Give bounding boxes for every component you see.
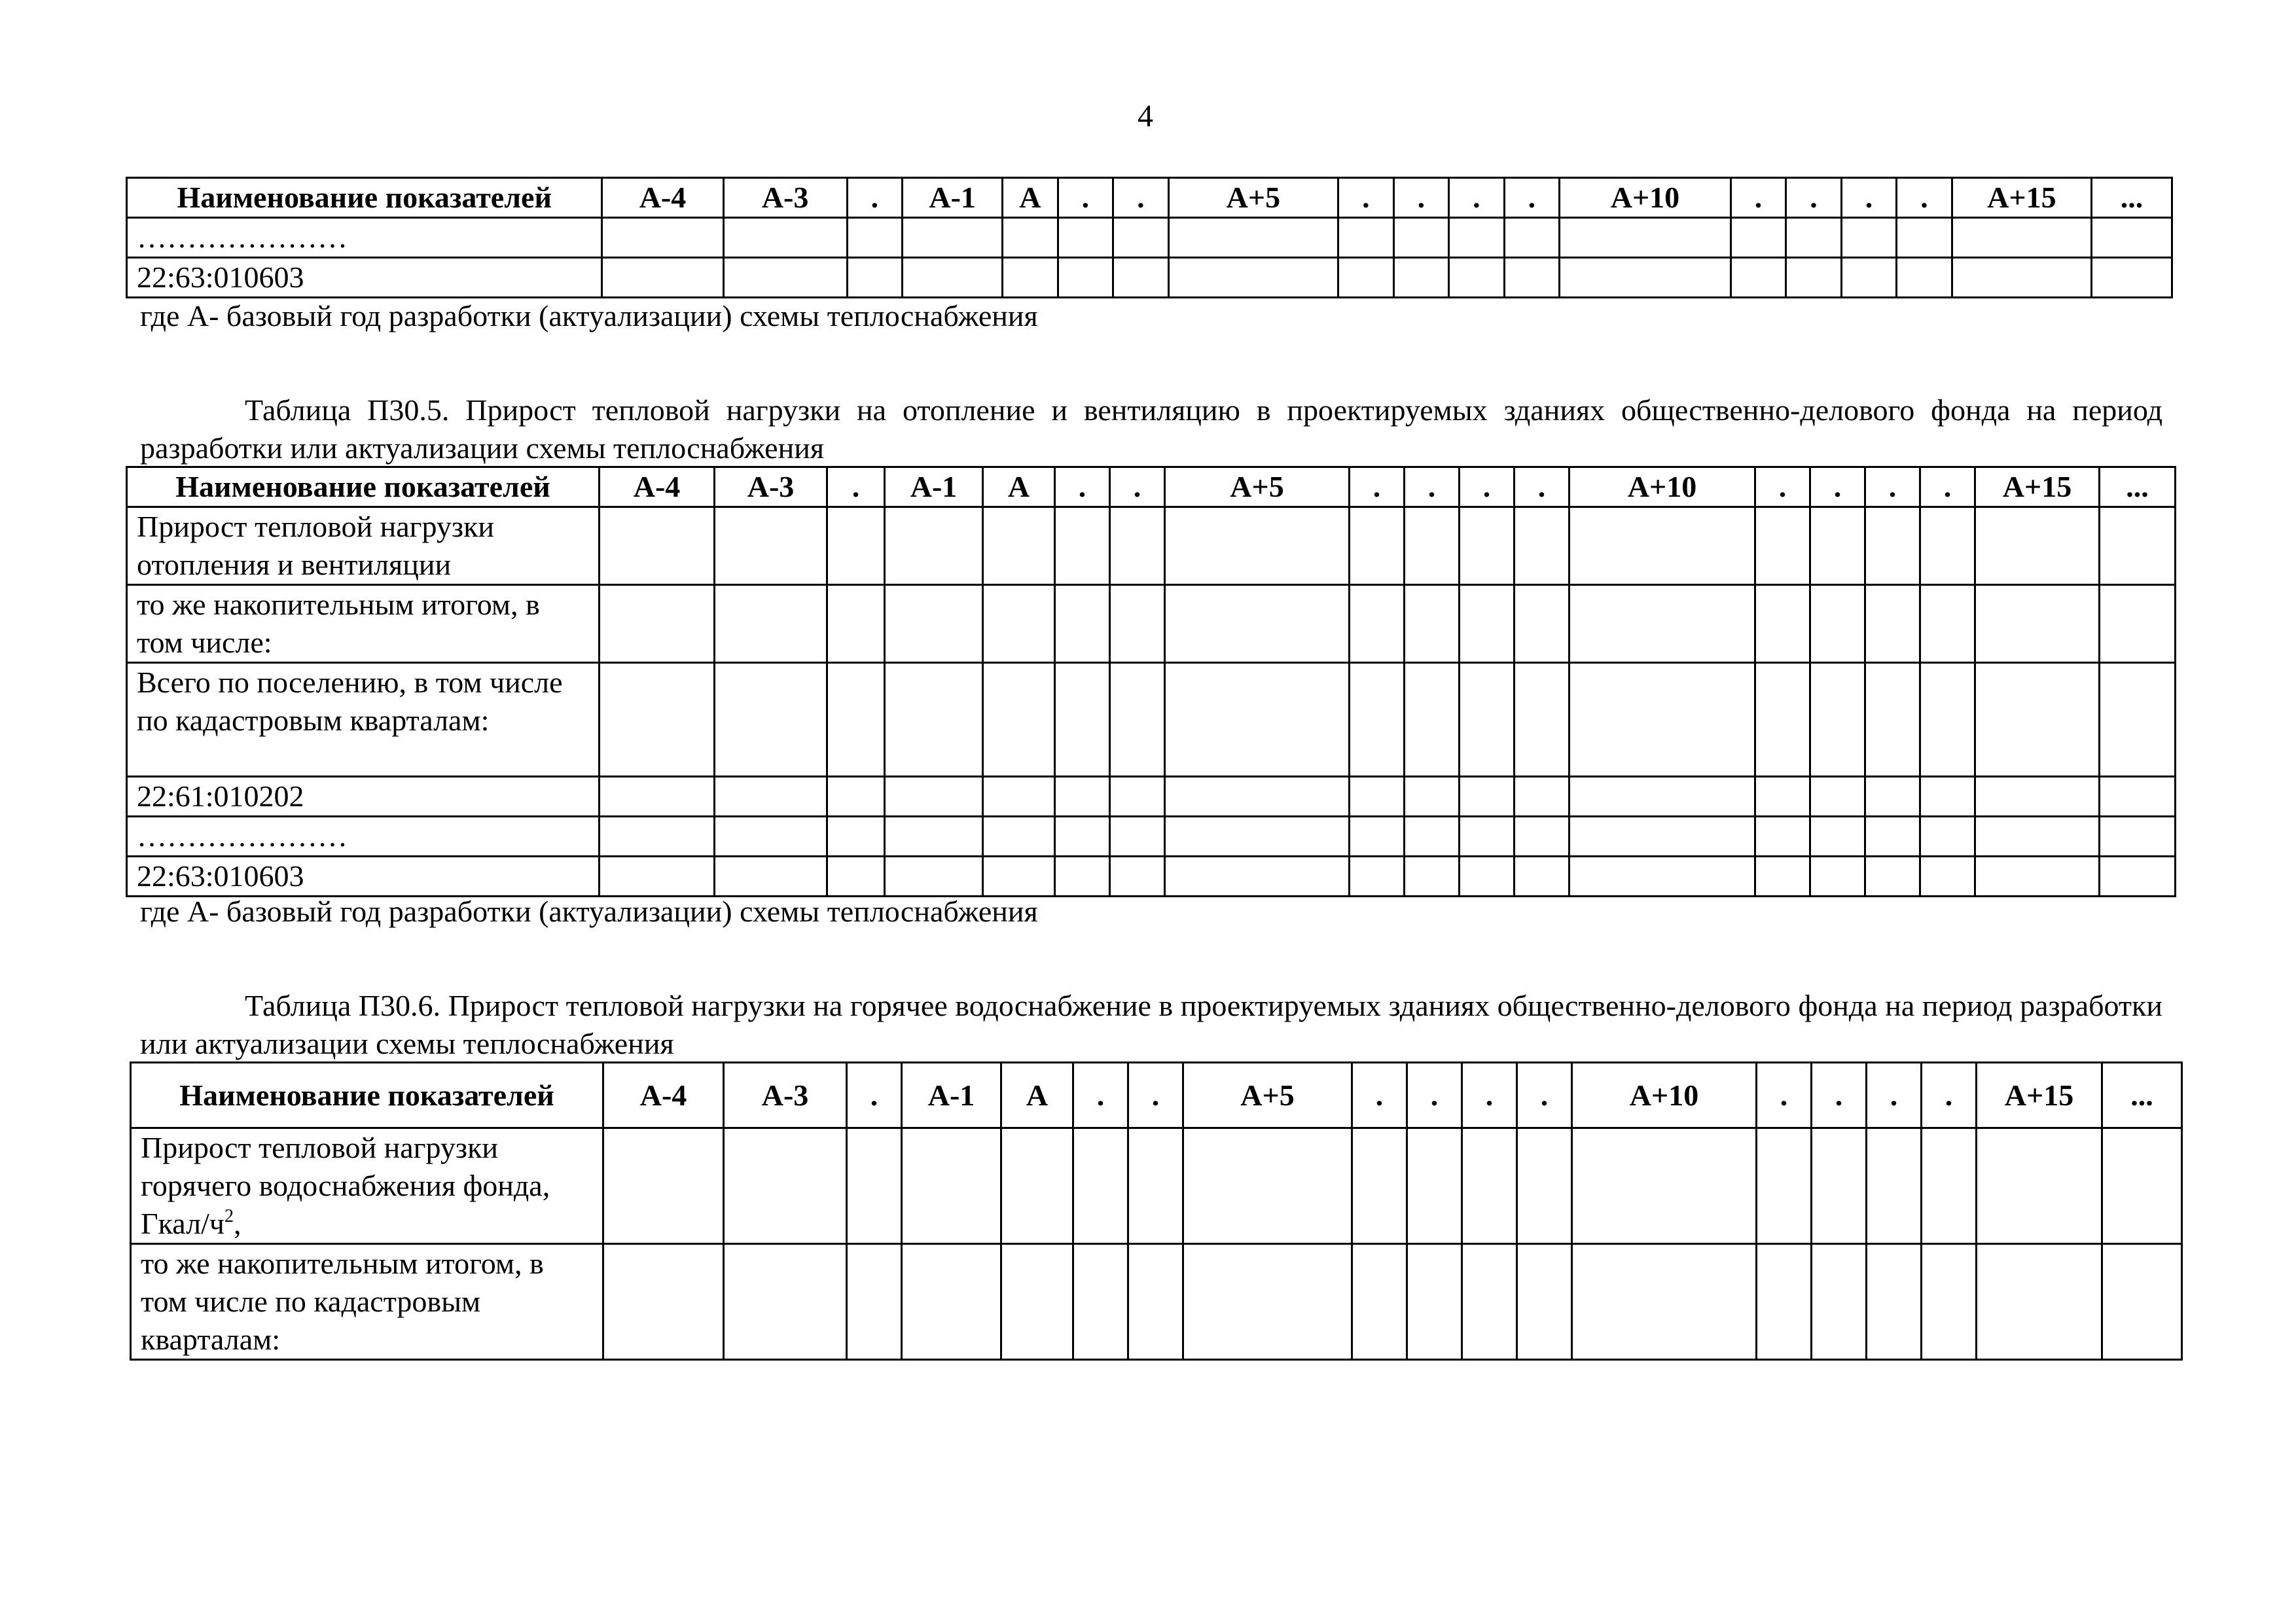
value-cell <box>1952 258 2091 298</box>
table-row <box>127 507 2176 585</box>
value-cell <box>1460 663 1515 777</box>
value-cell <box>885 585 983 663</box>
value-cell <box>1920 663 1975 777</box>
value-cell <box>885 817 983 857</box>
page-number: 4 <box>1138 99 1153 134</box>
value-cell <box>1812 1244 1867 1360</box>
value-cell <box>1975 777 2100 817</box>
value-cell <box>1460 857 1515 897</box>
row-label: Прирост тепловой нагрузки горячего водоснабжения фонда, Гкал/$ч^2$, <box>131 1128 603 1244</box>
header-year-col: . <box>1338 178 1394 218</box>
value-cell <box>1352 1244 1407 1360</box>
header-year-col: . <box>1407 1063 1462 1128</box>
value-cell <box>983 585 1055 663</box>
value-cell <box>1897 218 1952 258</box>
table-row <box>127 857 2176 897</box>
value-cell <box>1055 507 1110 585</box>
header-year-col: . <box>1810 467 1865 507</box>
row-label: Прирост тепловой нагрузки отопления и вентиляции <box>127 507 600 585</box>
header-year-col: . <box>1449 178 1505 218</box>
header-year-col: А+5 <box>1165 467 1350 507</box>
value-cell <box>2092 218 2172 258</box>
header-year-col: А+15 <box>1975 467 2100 507</box>
row-label: 22:61:010202 <box>127 777 600 817</box>
value-cell <box>1865 585 1920 663</box>
header-year-col: . <box>1128 1063 1183 1128</box>
value-cell <box>1352 1128 1407 1244</box>
header-year-col: ... <box>2092 178 2172 218</box>
value-cell <box>1504 258 1560 298</box>
table-header-row <box>127 467 2176 507</box>
value-cell <box>1462 1244 1517 1360</box>
value-cell <box>602 218 723 258</box>
value-cell <box>1755 777 1810 817</box>
header-year-col: . <box>1350 467 1405 507</box>
header-year-col: . <box>1405 467 1460 507</box>
value-cell <box>1865 857 1920 897</box>
value-cell <box>1462 1128 1517 1244</box>
header-year-col: . <box>1393 178 1449 218</box>
value-cell <box>1110 857 1165 897</box>
value-cell <box>1504 218 1560 258</box>
value-cell <box>1183 1244 1352 1360</box>
value-cell <box>1570 817 1755 857</box>
value-cell <box>1786 258 1842 298</box>
header-year-col: . <box>1113 178 1169 218</box>
table-p30-6 <box>130 1061 2183 1361</box>
value-cell <box>1810 777 1865 817</box>
value-cell <box>600 857 715 897</box>
value-cell <box>827 585 885 663</box>
value-cell <box>1841 258 1897 298</box>
value-cell <box>1515 777 1570 817</box>
value-cell <box>1110 663 1165 777</box>
header-year-col: . <box>1755 467 1810 507</box>
value-cell <box>1165 585 1350 663</box>
header-year-col: А-3 <box>715 467 827 507</box>
value-cell <box>827 507 885 585</box>
value-cell <box>1515 585 1570 663</box>
header-year-col: . <box>1865 467 1920 507</box>
header-year-col: . <box>1920 467 1975 507</box>
header-year-col: А+5 <box>1168 178 1338 218</box>
value-cell <box>1449 218 1505 258</box>
value-cell <box>1393 258 1449 298</box>
value-cell <box>885 663 983 777</box>
value-cell <box>1755 663 1810 777</box>
value-cell <box>600 585 715 663</box>
header-year-col: А+15 <box>1977 1063 2102 1128</box>
value-cell <box>1757 1128 1812 1244</box>
header-year-col: А-3 <box>724 1063 847 1128</box>
header-year-col: . <box>1897 178 1952 218</box>
value-cell <box>1920 857 1975 897</box>
value-cell <box>1407 1244 1462 1360</box>
table-row <box>127 663 2176 777</box>
header-year-col: ... <box>2100 467 2176 507</box>
header-year-col: . <box>1462 1063 1517 1128</box>
value-cell <box>1920 507 1975 585</box>
header-year-col: . <box>1812 1063 1867 1128</box>
header-indicator-name: Наименование показателей <box>127 467 600 507</box>
table-header-row <box>131 1063 2182 1128</box>
value-cell <box>1975 857 2100 897</box>
header-year-col: А+10 <box>1570 467 1755 507</box>
table-header-row <box>127 178 2172 218</box>
value-cell <box>1168 258 1338 298</box>
row-label: 22:63:010603 <box>127 857 600 897</box>
value-cell <box>847 1244 902 1360</box>
header-year-col: . <box>1073 1063 1128 1128</box>
value-cell <box>1113 258 1169 298</box>
value-cell <box>1952 218 2091 258</box>
table-row <box>127 817 2176 857</box>
value-cell <box>1405 817 1460 857</box>
value-cell <box>1460 817 1515 857</box>
value-cell <box>1165 507 1350 585</box>
value-cell <box>715 817 827 857</box>
value-cell <box>902 1128 1001 1244</box>
header-year-col: . <box>1517 1063 1572 1128</box>
value-cell <box>1350 817 1405 857</box>
value-cell <box>2100 585 2176 663</box>
value-cell <box>1110 777 1165 817</box>
table-row <box>127 777 2176 817</box>
table-row <box>127 585 2176 663</box>
value-cell <box>1460 777 1515 817</box>
header-year-col: . <box>1867 1063 1922 1128</box>
value-cell <box>1731 258 1786 298</box>
value-cell <box>603 1244 724 1360</box>
value-cell <box>1517 1244 1572 1360</box>
header-year-col: . <box>1731 178 1786 218</box>
value-cell <box>1975 507 2100 585</box>
value-cell <box>1168 218 1338 258</box>
value-cell <box>1073 1128 1128 1244</box>
value-cell <box>1867 1128 1922 1244</box>
table-row <box>131 1244 2182 1360</box>
value-cell <box>2102 1128 2182 1244</box>
value-cell <box>903 218 1003 258</box>
value-cell <box>885 507 983 585</box>
header-year-col: А <box>1001 1063 1073 1128</box>
value-cell <box>1867 1244 1922 1360</box>
footnote: где А- базовый год разработки (актуализации) схемы теплоснабжения <box>140 895 1038 928</box>
value-cell <box>1572 1244 1757 1360</box>
value-cell <box>983 663 1055 777</box>
header-year-col: . <box>827 467 885 507</box>
value-cell <box>1920 777 1975 817</box>
value-cell <box>847 258 903 298</box>
value-cell <box>1350 663 1405 777</box>
value-cell <box>2100 507 2176 585</box>
header-year-col: А <box>983 467 1055 507</box>
value-cell <box>1810 817 1865 857</box>
value-cell <box>1755 857 1810 897</box>
value-cell <box>1055 663 1110 777</box>
row-label: Всего по поселению, в том числе по кадастровым кварталам: <box>127 663 600 777</box>
value-cell <box>902 1244 1001 1360</box>
value-cell <box>2100 817 2176 857</box>
value-cell <box>1405 507 1460 585</box>
value-cell <box>1810 663 1865 777</box>
value-cell <box>600 507 715 585</box>
value-cell <box>1165 817 1350 857</box>
value-cell <box>827 817 885 857</box>
value-cell <box>1460 585 1515 663</box>
value-cell <box>1865 507 1920 585</box>
value-cell <box>1449 258 1505 298</box>
value-cell <box>827 777 885 817</box>
row-label: ………………… <box>127 817 600 857</box>
value-cell <box>1058 258 1113 298</box>
table-p30-5 <box>126 466 2176 897</box>
header-year-col: . <box>1786 178 1842 218</box>
table-caption: Таблица П30.5. Прирост тепловой нагрузки на отопление и вентиляцию в проектируемых зданиях общественно-делового фонда на период разработки или актуализации схемы теплоснабжения <box>140 393 2162 465</box>
value-cell <box>1515 663 1570 777</box>
value-cell <box>715 857 827 897</box>
value-cell <box>2092 258 2172 298</box>
value-cell <box>1786 218 1842 258</box>
value-cell <box>1572 1128 1757 1244</box>
header-year-col: А-4 <box>602 178 723 218</box>
table-continuation <box>126 177 2173 298</box>
value-cell <box>1338 258 1394 298</box>
value-cell <box>1055 585 1110 663</box>
value-cell <box>903 258 1003 298</box>
header-year-col: А-1 <box>903 178 1003 218</box>
value-cell <box>1110 585 1165 663</box>
value-cell <box>1460 507 1515 585</box>
value-cell <box>723 258 847 298</box>
value-cell <box>1055 777 1110 817</box>
value-cell <box>1165 663 1350 777</box>
value-cell <box>1570 663 1755 777</box>
value-cell <box>1560 258 1731 298</box>
superscript: 2 <box>224 1206 234 1226</box>
header-year-col: . <box>1460 467 1515 507</box>
value-cell <box>1897 258 1952 298</box>
value-cell <box>1812 1128 1867 1244</box>
value-cell <box>1003 218 1058 258</box>
value-cell <box>885 777 983 817</box>
header-year-col: А <box>1003 178 1058 218</box>
header-year-col: . <box>1757 1063 1812 1128</box>
header-year-col: А-4 <box>603 1063 724 1128</box>
value-cell <box>1165 857 1350 897</box>
value-cell <box>1405 857 1460 897</box>
value-cell <box>1001 1244 1073 1360</box>
value-cell <box>1517 1128 1572 1244</box>
value-cell <box>1338 218 1394 258</box>
value-cell <box>1922 1128 1977 1244</box>
row-label: то же накопительным итогом, в том числе: <box>127 585 600 663</box>
table-caption: Таблица П30.6. Прирост тепловой нагрузки на горячее водоснабжение в проектируемых зданиях общественно-делового фонда на период разработки или актуализации схемы теплоснабжения <box>140 989 2162 1060</box>
value-cell <box>1110 507 1165 585</box>
value-cell <box>1570 507 1755 585</box>
value-cell <box>1405 663 1460 777</box>
header-year-col: . <box>1055 467 1110 507</box>
header-indicator-name: Наименование показателей <box>127 178 602 218</box>
table-row <box>131 1128 2182 1244</box>
header-year-col: . <box>1352 1063 1407 1128</box>
header-year-col: . <box>1504 178 1560 218</box>
value-cell <box>1570 777 1755 817</box>
value-cell <box>847 1128 902 1244</box>
value-cell <box>1350 857 1405 897</box>
value-cell <box>600 663 715 777</box>
value-cell <box>1920 585 1975 663</box>
value-cell <box>1073 1244 1128 1360</box>
value-cell <box>2100 857 2176 897</box>
value-cell <box>847 218 903 258</box>
value-cell <box>2102 1244 2182 1360</box>
value-cell <box>1515 857 1570 897</box>
row-label: 22:63:010603 <box>127 258 602 298</box>
value-cell <box>983 507 1055 585</box>
value-cell <box>1128 1128 1183 1244</box>
value-cell <box>1058 218 1113 258</box>
value-cell <box>1350 507 1405 585</box>
value-cell <box>1055 857 1110 897</box>
value-cell <box>1810 507 1865 585</box>
header-year-col: А-1 <box>902 1063 1001 1128</box>
value-cell <box>1920 817 1975 857</box>
value-cell <box>1113 218 1169 258</box>
value-cell <box>1055 817 1110 857</box>
value-cell <box>1570 585 1755 663</box>
value-cell <box>1977 1128 2102 1244</box>
value-cell <box>885 857 983 897</box>
value-cell <box>2100 663 2176 777</box>
header-year-col: . <box>1058 178 1113 218</box>
value-cell <box>724 1128 847 1244</box>
value-cell <box>1922 1244 1977 1360</box>
value-cell <box>1003 258 1058 298</box>
value-cell <box>1865 817 1920 857</box>
header-year-col: ... <box>2102 1063 2182 1128</box>
table-row <box>127 258 2172 298</box>
value-cell <box>602 258 723 298</box>
value-cell <box>1560 218 1731 258</box>
value-cell <box>1405 777 1460 817</box>
value-cell <box>1731 218 1786 258</box>
table-row <box>127 218 2172 258</box>
value-cell <box>1755 585 1810 663</box>
value-cell <box>603 1128 724 1244</box>
value-cell <box>1165 777 1350 817</box>
value-cell <box>1001 1128 1073 1244</box>
value-cell <box>1515 817 1570 857</box>
value-cell <box>1350 585 1405 663</box>
header-year-col: А-3 <box>723 178 847 218</box>
value-cell <box>715 507 827 585</box>
value-cell <box>1975 817 2100 857</box>
value-cell <box>1865 777 1920 817</box>
value-cell <box>827 663 885 777</box>
value-cell <box>1128 1244 1183 1360</box>
header-year-col: А-1 <box>885 467 983 507</box>
header-year-col: А-4 <box>600 467 715 507</box>
value-cell <box>1975 663 2100 777</box>
header-year-col: А+5 <box>1183 1063 1352 1128</box>
value-cell <box>715 663 827 777</box>
value-cell <box>1810 857 1865 897</box>
value-cell <box>1977 1244 2102 1360</box>
header-year-col: А+10 <box>1572 1063 1757 1128</box>
value-cell <box>1407 1128 1462 1244</box>
value-cell <box>723 218 847 258</box>
header-year-col: . <box>847 1063 902 1128</box>
value-cell <box>1183 1128 1352 1244</box>
value-cell <box>2100 777 2176 817</box>
value-cell <box>1570 857 1755 897</box>
value-cell <box>1841 218 1897 258</box>
value-cell <box>1393 218 1449 258</box>
value-cell <box>983 817 1055 857</box>
value-cell <box>724 1244 847 1360</box>
value-cell <box>1757 1244 1812 1360</box>
header-year-col: . <box>1515 467 1570 507</box>
value-cell <box>715 777 827 817</box>
value-cell <box>600 817 715 857</box>
header-year-col: А+10 <box>1560 178 1731 218</box>
value-cell <box>983 777 1055 817</box>
value-cell <box>600 777 715 817</box>
header-indicator-name: Наименование показателей <box>131 1063 603 1128</box>
row-label: ………………… <box>127 218 602 258</box>
header-year-col: А+15 <box>1952 178 2091 218</box>
value-cell <box>1755 817 1810 857</box>
footnote: где А- базовый год разработки (актуализации) схемы теплоснабжения <box>140 299 1038 332</box>
value-cell <box>1975 585 2100 663</box>
header-year-col: . <box>1841 178 1897 218</box>
value-cell <box>827 857 885 897</box>
value-cell <box>1515 507 1570 585</box>
header-year-col: . <box>847 178 903 218</box>
row-label: то же накопительным итогом, в том числе по кадастровым кварталам: <box>131 1244 603 1360</box>
header-year-col: . <box>1110 467 1165 507</box>
value-cell <box>1350 777 1405 817</box>
value-cell <box>983 857 1055 897</box>
value-cell <box>715 585 827 663</box>
header-year-col: . <box>1922 1063 1977 1128</box>
value-cell <box>1865 663 1920 777</box>
value-cell <box>1755 507 1810 585</box>
value-cell <box>1405 585 1460 663</box>
value-cell <box>1810 585 1865 663</box>
value-cell <box>1110 817 1165 857</box>
